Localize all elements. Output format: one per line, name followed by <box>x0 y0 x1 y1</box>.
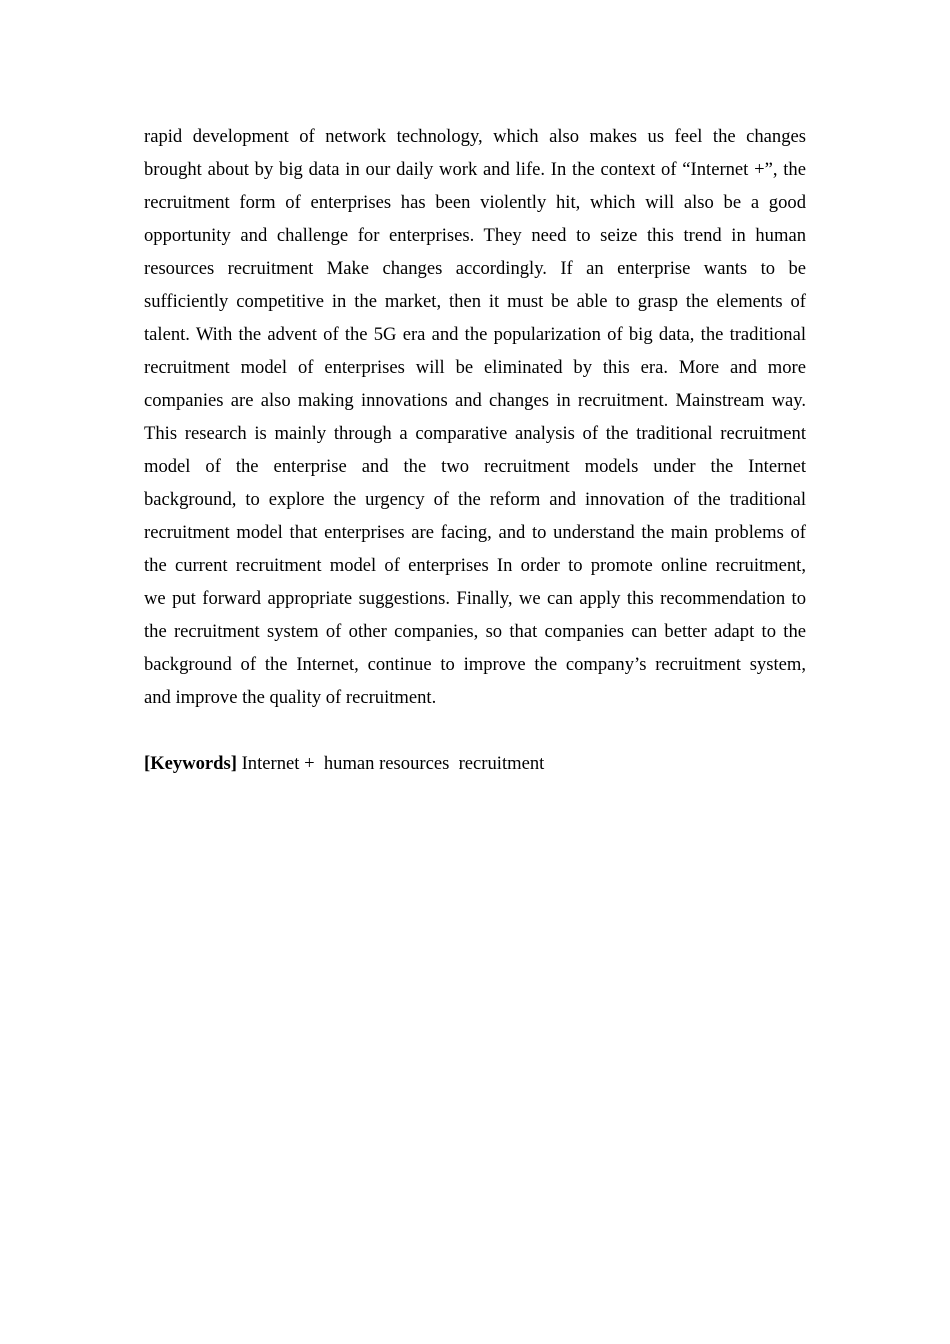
abstract-line: the recruitment system of other companies, so that companies can better adapt to the <box>144 621 806 642</box>
abstract-line: sufficiently competitive in the market, then it must be able to grasp the elements of <box>144 291 806 312</box>
abstract-line: background, to explore the urgency of the reform and innovation of the traditional <box>144 489 806 510</box>
abstract-line: background of the Internet, continue to improve the company’s recruitment system, <box>144 654 806 675</box>
keywords-line <box>144 753 544 775</box>
abstract-line: This research is mainly through a comparative analysis of the traditional recruitment <box>144 423 806 444</box>
abstract-line: talent. With the advent of the 5G era and the popularization of big data, the traditional <box>144 324 806 345</box>
keywords-value: Internet + human resources recruitment <box>236 753 545 774</box>
abstract-line: rapid development of network technology, which also makes us feel the changes <box>144 126 806 147</box>
abstract-line: recruitment model that enterprises are facing, and to understand the main problems of <box>144 522 806 543</box>
abstract-line: brought about by big data in our daily work and life. In the context of “Internet +”, the <box>144 159 806 180</box>
keywords-label: [Keywords] <box>144 753 237 774</box>
abstract-line: opportunity and challenge for enterprises. They need to seize this trend in human <box>144 225 806 246</box>
abstract-line: recruitment model of enterprises will be eliminated by this era. More and more <box>144 357 806 378</box>
abstract-line: resources recruitment Make changes accordingly. If an enterprise wants to be <box>144 258 806 279</box>
abstract-line: recruitment form of enterprises has been violently hit, which will also be a good <box>144 192 806 213</box>
abstract-line: model of the enterprise and the two recruitment models under the Internet <box>144 456 806 477</box>
abstract-line: companies are also making innovations and changes in recruitment. Mainstream way. <box>144 390 806 411</box>
abstract-line: we put forward appropriate suggestions. Finally, we can apply this recommendation to <box>144 588 806 609</box>
abstract-line: and improve the quality of recruitment. <box>144 687 437 708</box>
abstract-line: the current recruitment model of enterprises In order to promote online recruitment, <box>144 555 806 576</box>
